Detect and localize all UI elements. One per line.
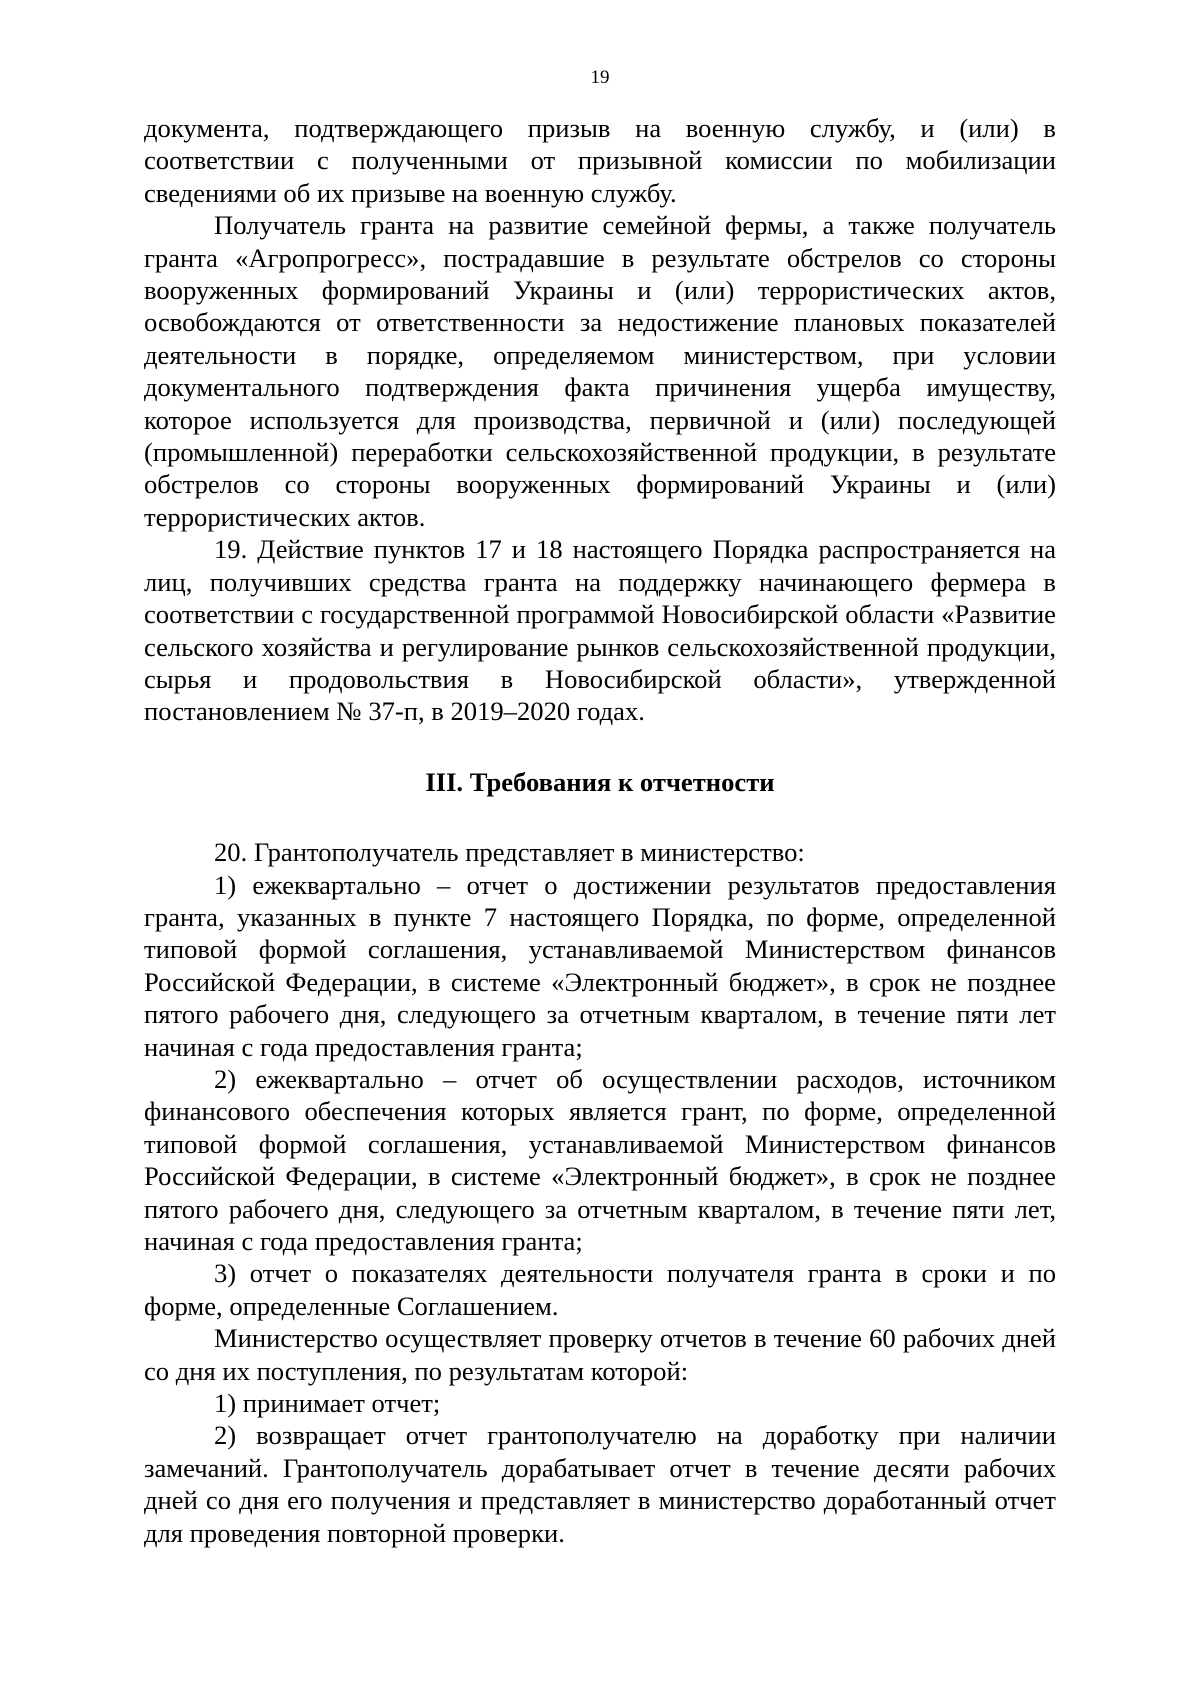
paragraph-clause-20: 20. Грантополучатель представляет в министерство:: [214, 837, 805, 868]
paragraph-grant-exemption: Получатель гранта на развитие семейной фермы, а также получатель гранта «Агропрогресс», пострадавшие в результате обстрелов со стороны вооруженных формирований Украины и (или) террористических актов, освобождаются от ответственности за недостижение плановых показателей деятельности в порядке, определяемом министерством, при условии документального подтверждения факта причинения ущерба имуществу, которое используется для производства, первичной и (или) последующей (промышленной) переработки сельскохозяйственной продукции, в результате обстрелов со стороны вооруженных формирований Украины и (или) террористических актов.: [144, 210, 1056, 532]
paragraph-ministry-review: Министерство осуществляет проверку отчетов в течение 60 рабочих дней со дня их поступления, по результатам которой:: [144, 1323, 1056, 1386]
paragraph-clause-19: 19. Действие пунктов 17 и 18 настоящего Порядка распространяется на лиц, получивших средства гранта на поддержку начинающего фермера в соответствии с государственной программой Новосибирской области «Развитие сельского хозяйства и регулирование рынков сельскохозяйственной продукции, сырья и продовольствия в Новосибирской области», утвержденной постановлением № 37-п, в 2019–2020 годах.: [144, 534, 1056, 727]
list-item-report-2: 2) ежеквартально – отчет об осуществлении расходов, источником финансового обеспечения которых является грант, по форме, определенной типовой формой соглашения, устанавливаемой Министерством финансов Российской Федерации, в системе «Электронный бюджет», в срок не позднее пятого рабочего дня, следующего за отчетным кварталом, в течение пяти лет, начиная с года предоставления гранта;: [144, 1063, 1056, 1256]
section-heading: III. Требования к отчетности: [425, 766, 775, 797]
page-number: 19: [590, 67, 610, 88]
list-item-report-1: 1) ежеквартально – отчет о достижении результатов предоставления гранта, указанных в пункте 7 настоящего Порядка, по форме, определенной типовой формой соглашения, устанавливаемой Министерством финансов Российской Федерации, в системе «Электронный бюджет», в срок не позднее пятого рабочего дня, следующего за отчетным кварталом, в течение пяти лет начиная с года предоставления гранта;: [144, 869, 1056, 1062]
list-item-report-3: 3) отчет о показателях деятельности получателя гранта в сроки и по форме, определенные Соглашением.: [144, 1258, 1056, 1321]
list-item-return: 2) возвращает отчет грантополучателю на доработку при наличии замечаний. Грантополучатель дорабатывает отчет в течение десяти рабочих дней со дня его получения и представляет в министерство доработанный отчет для проведения повторной проверки.: [144, 1420, 1056, 1548]
paragraph-continuation: документа, подтверждающего призыв на военную службу, и (или) в соответствии с полученными от призывной комиссии по мобилизации сведениями об их призыве на военную службу.: [144, 113, 1056, 208]
list-item-accept: 1) принимает отчет;: [214, 1388, 441, 1419]
document-body: [144, 112, 1056, 1549]
